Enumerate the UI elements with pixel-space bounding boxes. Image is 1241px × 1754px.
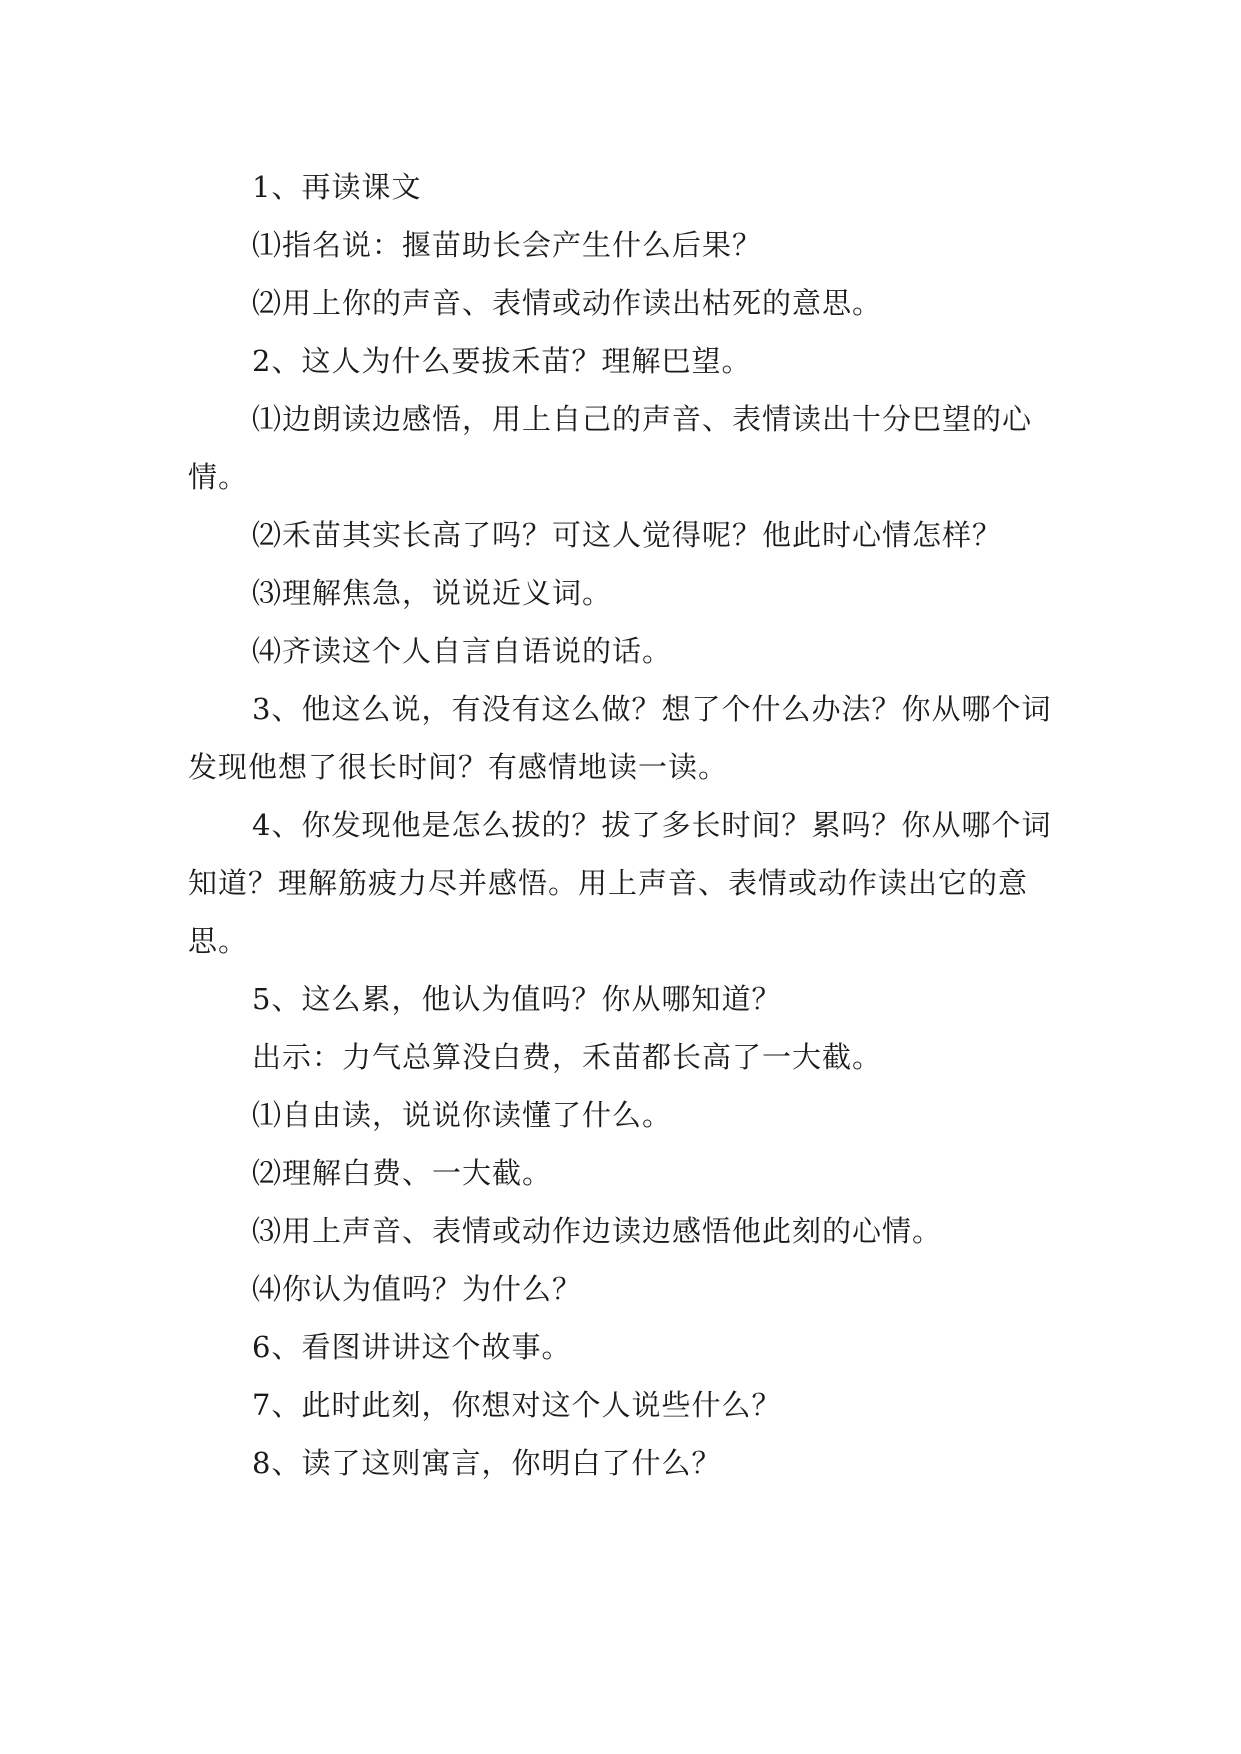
step-7-paragraph: 7、此时此刻，你想对这个人说些什么？ [252, 1388, 782, 1422]
step-1-heading: 1、再读课文 [252, 170, 422, 204]
step-1-item-1: ⑴指名说：揠苗助长会产生什么后果？ [252, 228, 763, 262]
step-8-paragraph: 8、读了这则寓言，你明白了什么？ [252, 1446, 722, 1480]
step-5-heading: 5、这么累，他认为值吗？你从哪知道？ [252, 982, 782, 1016]
step-3-paragraph: 3、他这么说，有没有这么做？想了个什么办法？你从哪个词发现他想了很长时间？有感情地读一读。 [188, 692, 1052, 784]
step-6-paragraph: 6、看图讲讲这个故事。 [252, 1330, 572, 1364]
step-1-item-2: ⑵用上你的声音、表情或动作读出枯死的意思。 [252, 286, 883, 320]
step-4-paragraph: 4、你发现他是怎么拔的？拔了多长时间？累吗？你从哪个词知道？理解筋疲力尽并感悟。用上声音、表情或动作读出它的意思。 [188, 808, 1052, 958]
step-2-item-3: ⑶理解焦急，说说近义词。 [252, 576, 613, 610]
step-5-item-2: ⑵理解白费、一大截。 [252, 1156, 553, 1190]
step-5-item-1: ⑴自由读，说说你读懂了什么。 [252, 1098, 673, 1132]
step-2-item-4: ⑷齐读这个人自言自语说的话。 [252, 634, 673, 668]
step-2-item-2: ⑵禾苗其实长高了吗？可这人觉得呢？他此时心情怎样？ [252, 518, 1003, 552]
step-2-item-1: ⑴边朗读边感悟，用上自己的声音、表情读出十分巴望的心情。 [188, 402, 1033, 494]
step-2-heading: 2、这人为什么要拔禾苗？理解巴望。 [252, 344, 752, 378]
step-5-display-sentence: 出示：力气总算没白费，禾苗都长高了一大截。 [252, 1040, 883, 1074]
document-body [188, 158, 1056, 1492]
step-5-item-4: ⑷你认为值吗？为什么？ [252, 1272, 583, 1306]
step-5-item-3: ⑶用上声音、表情或动作边读边感悟他此刻的心情。 [252, 1214, 943, 1248]
